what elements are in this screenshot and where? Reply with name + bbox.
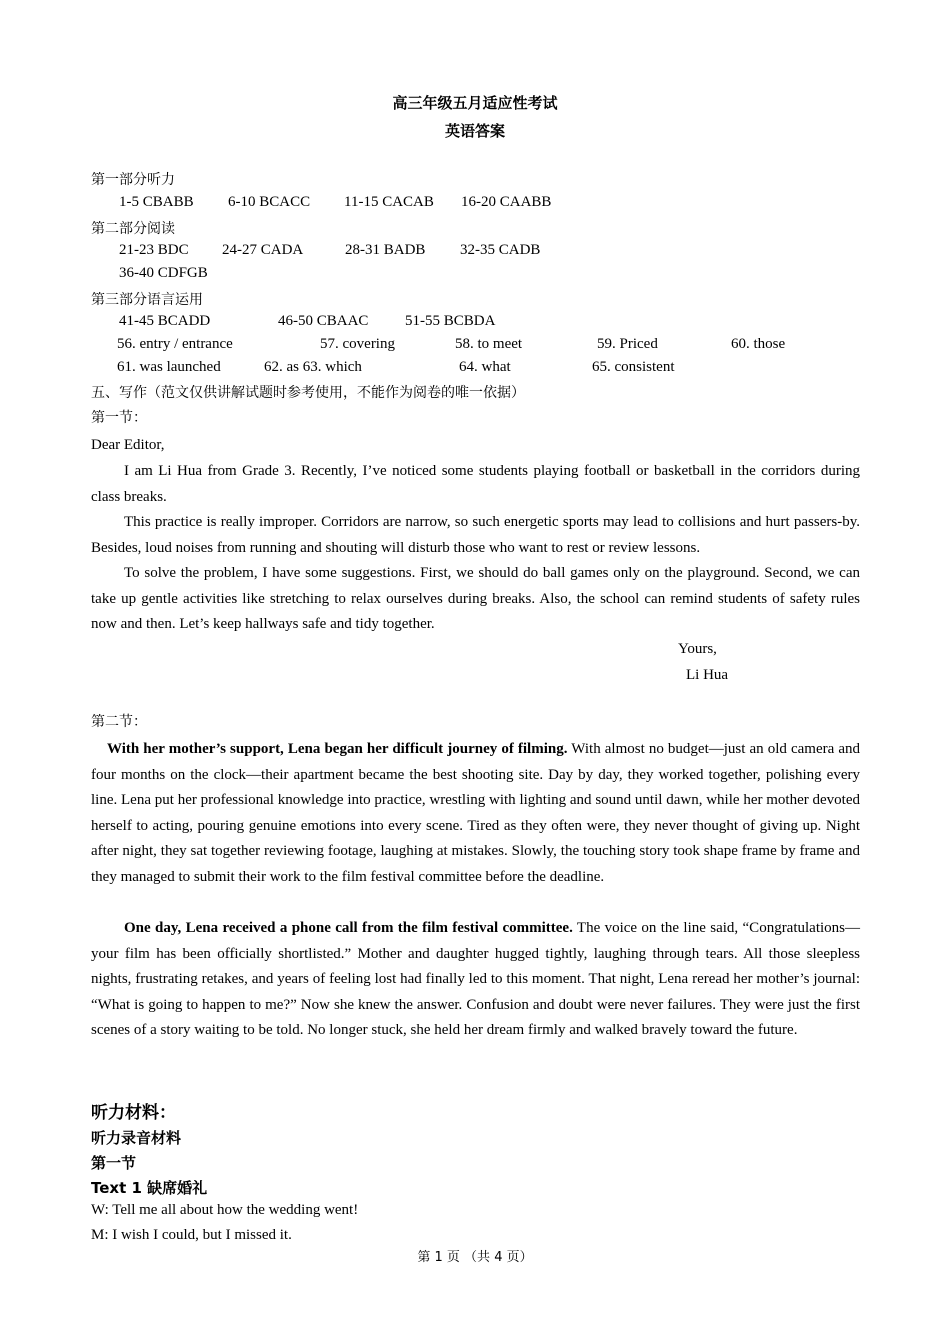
continuation-paragraph-2	[91, 916, 860, 1044]
listening-heading: 听力材料：	[91, 1103, 176, 1123]
answer-item: 60. those	[731, 336, 786, 352]
section1-label: 第一节：	[91, 410, 147, 426]
dialogue-line: M: I wish I could, but I missed it.	[91, 1227, 292, 1243]
paragraph-lead-sentence: With her mother’s support, Lena began her difficult journey of filming.	[107, 741, 568, 757]
paragraph-lead-sentence: One day, Lena received a phone call from the film festival committee.	[124, 920, 573, 936]
letter-paragraph: This practice is really improper. Corridors are narrow, so such energetic sports may lead to collisions and hurt passers-by. Besides, loud noises from running and shouting will disturb those who want to rest or review lessons.	[91, 514, 860, 556]
answer-group: 6-10 BCACC	[228, 194, 311, 210]
continuation-paragraph-1	[91, 737, 860, 891]
letter-paragraph: To solve the problem, I have some suggestions. First, we should do ball games only on the playground. Second, we can take up gentle activities like stretching to relax ourselves during breaks. Also, the school can remind students of safety rules now and then. Let’s keep hallways safe and tidy together.	[91, 565, 860, 633]
text1-title: Text 1 缺席婚礼	[91, 1179, 208, 1197]
letter-closing: Yours,	[678, 641, 717, 657]
answer-group: 21-23 BDC	[119, 242, 189, 258]
paragraph-body: With almost no budget—just an old camera and four months on the clock—their apartment became the best shooting site. Day by day, they worked together, polishing every line. Lena put her professional knowledge into practice, wrestling with lighting and sound until dawn, while her mother devoted herself to acting, pouring genuine emotions into every scene. Tired as they often were, they never thought of giving up. Night after night, they sat together reviewing footage, laughing at mistakes. Slowly, the touching story took shape frame by frame and they managed to submit their work to the film festival committee before the deadline.	[91, 741, 860, 885]
section2-label: 第二节：	[91, 714, 147, 730]
part1-heading: 第一部分听力	[91, 172, 175, 188]
answer-group: 11-15 CACAB	[344, 194, 434, 210]
part2-heading: 第二部分阅读	[91, 221, 175, 237]
exam-title: 高三年级五月适应性考试	[392, 94, 558, 112]
answer-item: 65. consistent	[592, 359, 675, 375]
dialogue-line: W: Tell me all about how the wedding went!	[91, 1202, 359, 1218]
page-number: 第 1 页 （共 4 页）	[417, 1250, 533, 1265]
answer-item: 56. entry / entrance	[117, 336, 233, 352]
paragraph-body: The voice on the line said, “Congratulations—your film has been officially shortlisted.” Mother and daughter hugged tightly, laughing through tears. All those sleepless nights, frustrating retakes, and years of feeling lost had finally led to this moment. That night, Lena reread her mother’s journal: “What is going to happen to me?” Now she knew the answer. Confusion and doubt were never failures. They were just the first scenes of a story waiting to be told. No longer stuck, she held her dream firmly and walked bravely toward the future.	[91, 920, 861, 1039]
letter-salutation: Dear Editor,	[91, 437, 165, 453]
answer-group: 24-27 CADA	[222, 242, 304, 258]
listening-section: 第一节	[91, 1154, 137, 1172]
answer-group: 51-55 BCBDA	[405, 313, 496, 329]
answer-group: 1-5 CBABB	[119, 194, 194, 210]
letter-paragraph: I am Li Hua from Grade 3. Recently, I’ve noticed some students playing football or basketball in the corridors during class breaks.	[91, 463, 860, 505]
answer-group: 41-45 BCADD	[119, 313, 211, 329]
answer-group: 16-20 CAABB	[461, 194, 552, 210]
answer-item: 64. what	[459, 359, 511, 375]
answer-item: 58. to meet	[455, 336, 523, 352]
answer-group: 36-40 CDFGB	[119, 265, 208, 281]
answer-item: 57. covering	[320, 336, 395, 352]
listening-subheading: 听力录音材料	[91, 1129, 182, 1147]
answer-group: 32-35 CADB	[460, 242, 541, 258]
answer-key-subtitle: 英语答案	[444, 122, 505, 140]
answer-item: 59. Priced	[597, 336, 658, 352]
writing-heading: 五、写作（范文仅供讲解试题时参考使用，不能作为阅卷的唯一依据）	[91, 385, 525, 401]
answer-item: 61. was launched	[117, 359, 221, 375]
answer-group: 28-31 BADB	[345, 242, 426, 258]
part3-heading: 第三部分语言运用	[91, 292, 203, 308]
letter-signature: Li Hua	[686, 667, 729, 683]
answer-group: 46-50 CBAAC	[278, 313, 369, 329]
answer-item: 62. as 63. which	[264, 359, 362, 375]
